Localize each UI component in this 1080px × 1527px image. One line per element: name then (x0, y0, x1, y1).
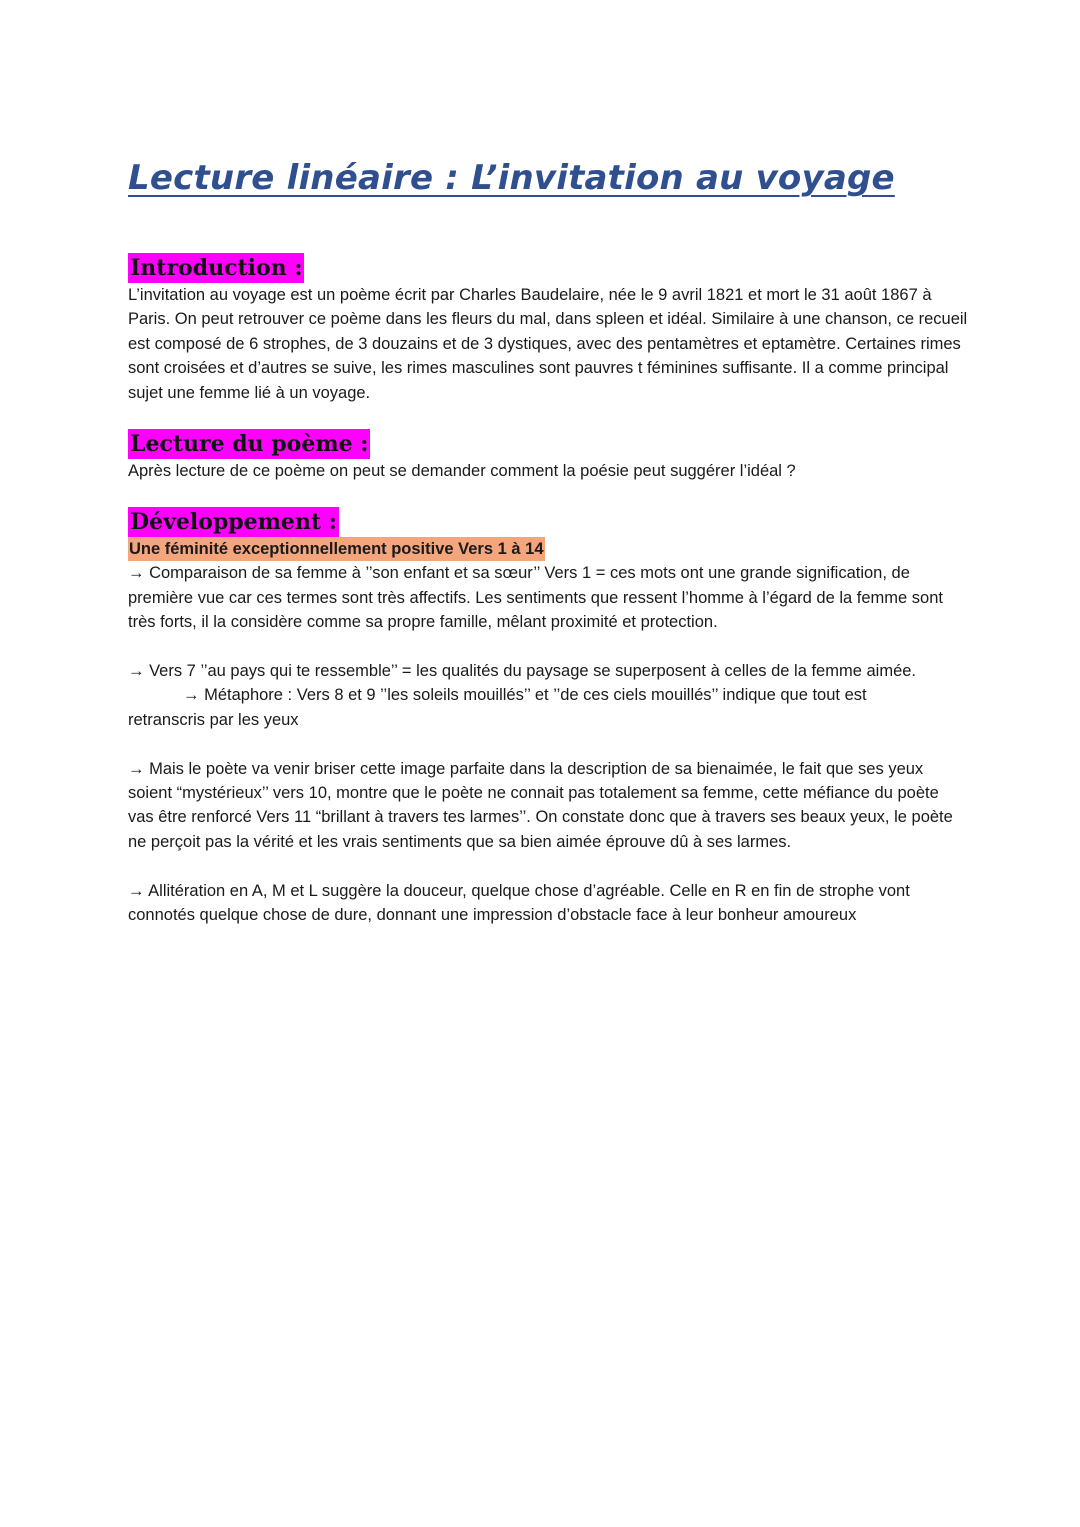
paragraph-metaphore-continued: retranscris par les yeux (128, 710, 299, 729)
lecture-text: Après lecture de ce poème on peut se demander comment la poésie peut suggérer l’idéal ? (128, 462, 796, 481)
developpement-section (128, 507, 968, 927)
lecture-section (128, 429, 968, 483)
paragraph-alliteration: → Allitération en A, M et L suggère la douceur, quelque chose d’agréable. Celle en R en fin de strophe vont connotés quelque chose de dure, donnant une impression d’obstacle face à leur bonheur amoureux (128, 881, 910, 925)
paragraph-mysterieux: → Mais le poète va venir briser cette image parfaite dans la description de sa bienaimée, le fait que ses yeux soient “mystérieux’’ vers 10, montre que le poète ne connait pas totalement sa femme, cette méfiance du poète vas être renforcé Vers 11 “brillant à travers tes larmes’’. On constate donc que à travers ses beaux yeux, le poète ne perçoit pas la vérité et les vrais sentiments que sa bien aimée éprouve dû à ses larmes. (128, 759, 953, 851)
developpement-heading: Développement : (130, 509, 337, 536)
paragraph-comparaison: → Comparaison de sa femme à ’’son enfant et sa sœur’’ Vers 1 = ces mots ont une grande signification, de première vue car ces termes sont très affectifs. Les sentiments que ressent l’homme à l’égard de la femme sont très forts, il la considère comme sa propre famille, mêlant proximité et protection. (128, 564, 943, 632)
lecture-heading: Lecture du poème : (130, 431, 369, 458)
introduction-text: L’invitation au voyage est un poème écrit par Charles Baudelaire, née le 9 avril 1821 et mort le 31 août 1867 à Paris. On peut retrouver ce poème dans les fleurs du mal, dans spleen et idéal. Similaire à une chanson, ce recueil est composé de 6 strophes, de 3 douzains et de 3 dystiques, avec des pentamètres et eptamètre. Certaines rimes sont croisées et d’autres se suive, les rimes masculines sont pauvres t féminines suffisante. Il a comme principal sujet une femme lié à un voyage. (128, 286, 968, 402)
introduction-heading: Introduction : (130, 255, 303, 281)
paragraph-spacer (128, 635, 968, 659)
paragraph-vers-7: → Vers 7 ’’au pays qui te ressemble’’ = les qualités du paysage se superposent à celles de la femme aimée. (128, 662, 917, 681)
document-page (128, 150, 968, 927)
introduction-section (128, 253, 968, 405)
paragraph-spacer (128, 854, 968, 878)
paragraph-metaphore: → Métaphore : Vers 8 et 9 ’’les soleils mouillés’’ et ’’de ces ciels mouillés’’ indique que tout est (183, 686, 867, 705)
developpement-subheading: Une féminité exceptionnellement positive Vers 1 à 14 (128, 537, 545, 561)
paragraph-spacer (128, 732, 968, 756)
page-title: Lecture linéaire : L’invitation au voyage (128, 158, 895, 198)
